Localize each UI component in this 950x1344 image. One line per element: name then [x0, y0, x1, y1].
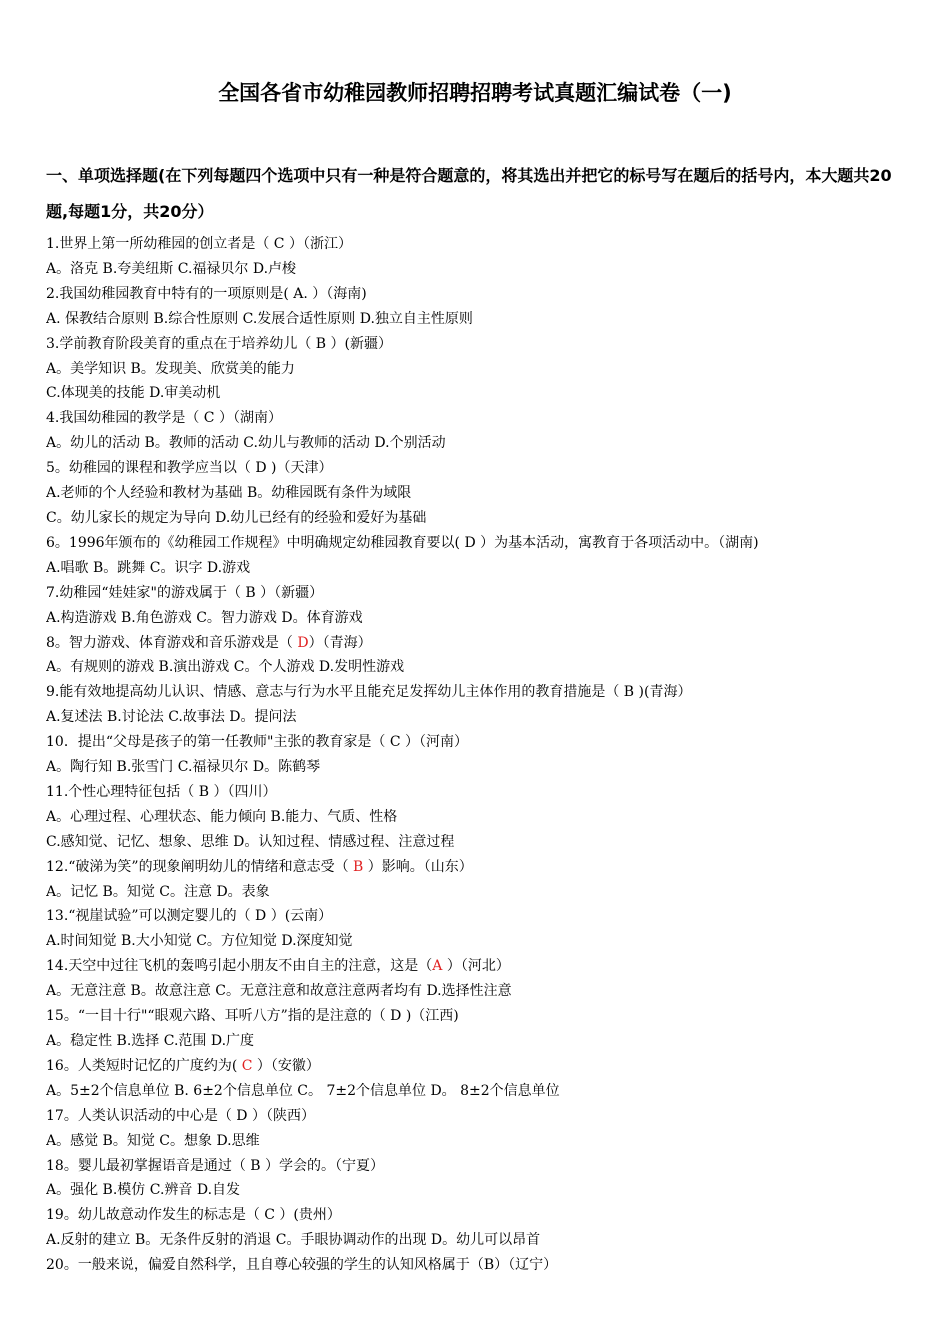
question-line: C。幼儿家长的规定为导向 D.幼儿已经有的经验和爱好为基础	[46, 509, 427, 526]
question-line: 13.“视崖试验”可以测定婴儿的（ D ）(云南）	[46, 908, 333, 925]
question-text: ）影响。（山东）	[363, 858, 473, 875]
question-text: 16。人类短时记忆的广度约为(	[46, 1057, 242, 1074]
question-line: 15。“一目十行"“眼观六路、耳听八方”指的是注意的（ D )（江西)	[46, 1008, 459, 1025]
question-line: 20。一般来说，偏爱自然科学，且自尊心较强的学生的认知风格属于（B）（辽宁）	[46, 1257, 558, 1274]
question-line: A.反射的建立 B。无条件反射的消退 C。手眼协调动作的出现 D。幼儿可以昂首	[46, 1232, 541, 1249]
question-text: 14.天空中过往飞机的轰鸣引起小朋友不由自主的注意，这是（	[46, 958, 433, 975]
question-line: 5。幼稚园的课程和教学应当以（ D )（天津）	[46, 460, 333, 477]
answer-highlight: D	[297, 634, 309, 651]
question-line: A。心理过程、心理状态、能力倾向 B.能力、气质、性格	[46, 808, 398, 825]
question-line: A.唱歌 B。跳舞 C。识字 D.游戏	[46, 559, 251, 576]
question-text: 8。智力游戏、体育游戏和音乐游戏是（	[46, 634, 298, 651]
question-line: 11.个性心理特征包括（ B ）（四川）	[46, 783, 277, 800]
question-line: A。陶行知 B.张雪门 C.福禄贝尔 D。陈鹤琴	[46, 759, 321, 776]
question-list	[46, 232, 916, 1278]
question-line: A.老师的个人经验和教材为基础 B。幼稚园既有条件为域限	[46, 485, 412, 502]
question-line: A。洛克 B.夸美纽斯 C.福禄贝尔 D.卢梭	[46, 260, 297, 277]
question-line: 10．提出“父母是孩子的第一任教师"主张的教育家是（ C ）（河南）	[46, 734, 469, 751]
question-line: A。强化 B.模仿 C.辨音 D.自发	[46, 1182, 241, 1199]
question-line: A。幼儿的活动 B。教师的活动 C.幼儿与教师的活动 D.个别活动	[46, 435, 446, 452]
question-line: 2.我国幼稚园教育中特有的一项原则是( A. ）（海南)	[46, 285, 367, 302]
question-line: A.复述法 B.讨论法 C.故事法 D。提问法	[46, 709, 297, 726]
question-line: A。记忆 B。知觉 C。注意 D。表象	[46, 883, 270, 900]
question-line	[46, 954, 916, 979]
question-line: C.体现美的技能 D.审美动机	[46, 385, 221, 402]
question-line: A。美学知识 B。发现美、欣赏美的能力	[46, 360, 295, 377]
question-line: 1.世界上第一所幼稚园的创立者是（ C ）（浙江）	[46, 236, 352, 252]
question-line: A.构造游戏 B.角色游戏 C。智力游戏 D。体育游戏	[46, 609, 363, 626]
question-text: ）（青海）	[308, 634, 372, 651]
question-text: 12.“破涕为笑”的现象阐明幼儿的情绪和意志受（	[46, 858, 354, 875]
question-line: A。感觉 B。知觉 C。想象 D.思维	[46, 1132, 260, 1149]
document-title: 全国各省市幼稚园教师招聘招聘考试真题汇编试卷（一)	[218, 81, 732, 105]
question-line: 19。幼儿故意动作发生的标志是（ C ）(贵州）	[46, 1207, 341, 1224]
section-heading: 一、单项选择题(在下列每题四个选项中只有一种是符合题意的，将其选出并把它的标号写在题后的括号内，本大题共20题,每题1分，共20分）	[46, 166, 892, 221]
question-line: 7.幼稚园“娃娃家"的游戏属于（ B ）（新疆）	[46, 584, 324, 601]
answer-highlight: C	[241, 1057, 253, 1074]
question-line: A.时间知觉 B.大小知觉 C。方位知觉 D.深度知觉	[46, 933, 353, 950]
question-line: C.感知觉、记忆、想象、思维 D。认知过程、情感过程、注意过程	[46, 833, 455, 850]
question-line	[46, 631, 916, 656]
answer-highlight: B	[353, 858, 364, 875]
question-line: 4.我国幼稚园的教学是（ C ）（湖南）	[46, 410, 282, 427]
question-line: 6。1996年颁布的《幼稚园工作规程》中明确规定幼稚园教育要以( D ）为基本活动，寓教育于各项活动中。（湖南)	[46, 534, 759, 551]
question-line: A. 保教结合原则 B.综合性原则 C.发展合适性原则 D.独立自主性原则	[46, 310, 473, 327]
question-line: A。无意注意 B。故意注意 C。无意注意和故意注意两者均有 D.选择性注意	[46, 983, 512, 1000]
question-line: 9.能有效地提高幼儿认识、情感、意志与行为水平且能充足发挥幼儿主体作用的教育措施是（ B )(青海）	[46, 684, 692, 701]
question-line: 3.学前教育阶段美育的重点在于培养幼儿（ B ）(新疆）	[46, 335, 393, 352]
question-line: 18。婴儿最初掌握语音是通过（ B ）学会的。（宁夏）	[46, 1157, 385, 1174]
answer-highlight: A	[432, 958, 443, 975]
question-text: ）（河北）	[442, 958, 510, 975]
question-line	[46, 1054, 916, 1079]
question-line	[46, 855, 916, 880]
question-line: A。5±2个信息单位 B. 6±2个信息单位 C。 7±2个信息单位 D。 8±2个信息单位	[46, 1082, 560, 1099]
question-text: ）（安徽）	[252, 1057, 320, 1074]
question-line: A。有规则的游戏 B.演出游戏 C。个人游戏 D.发明性游戏	[46, 659, 405, 676]
question-line: 17。人类认识活动的中心是（ D ）（陕西）	[46, 1107, 315, 1124]
question-line: A。稳定性 B.选择 C.范围 D.广度	[46, 1033, 255, 1049]
